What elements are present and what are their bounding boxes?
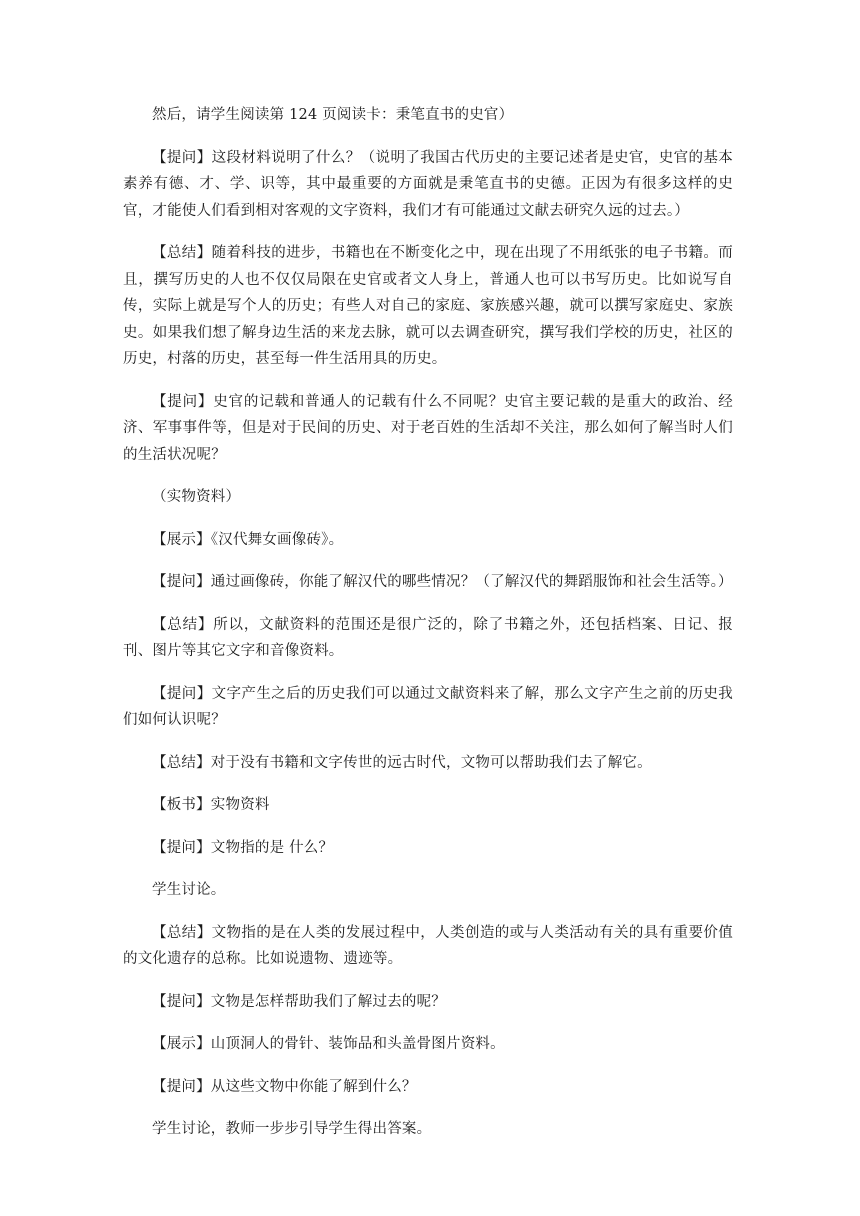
- paragraph-summary-definition: 【总结】文物指的是在人类的发展过程中，人类创造的或与人类活动有关的具有重要价值的文化遗存的总称。比如说遗物、遗迹等。: [123, 924, 733, 967]
- paragraph-show-brick: 【展示】《汉代舞女画像砖》。: [152, 531, 344, 548]
- paragraph-summary-relics: 【总结】对于没有书籍和文字传世的远古时代，文物可以帮助我们去了解它。: [152, 754, 652, 771]
- paragraph-reading-card: 然后，请学生阅读第 124 页阅读卡：秉笔直书的史官）: [152, 107, 514, 123]
- document-body: [123, 102, 733, 1143]
- paragraph-question-brick: 【提问】通过画像砖，你能了解汉代的哪些情况？（了解汉代的舞蹈服饰和社会生活等。）: [152, 574, 733, 590]
- paragraph-student-discussion: 学生讨论。: [152, 882, 226, 898]
- paragraph-question-how: 【提问】文物是怎样帮助我们了解过去的呢？: [152, 993, 446, 1010]
- paragraph-question-relics: 【提问】文物指的是 什么？: [152, 839, 334, 856]
- paragraph-show-shandingdong: 【展示】山顶洞人的骨针、装饰品和头盖骨图片资料。: [152, 1036, 505, 1052]
- paragraph-summary-documents: 【总结】所以，文献资料的范围还是很广泛的，除了书籍之外，还包括档案、日记、报刊、图片等其它文字和音像资料。: [123, 616, 733, 659]
- paragraph-question-material: 【提问】这段材料说明了什么？（说明了我国古代历史的主要记述者是史官，史官的基本素养有德、才、学、识等，其中最重要的方面就是秉笔直书的史德。正因为有很多这样的史官，才能使人们看到相对客观的文字资料，我们才有可能通过文献去研究久远的过去。）: [123, 149, 733, 219]
- paragraph-question-prehistory: 【提问】文字产生之后的历史我们可以通过文献资料来了解，那么文字产生之前的历史我们如何认识呢？: [123, 685, 733, 728]
- paragraph-physical-materials: （实物资料）: [152, 489, 241, 505]
- paragraph-guided-discussion: 学生讨论，教师一步步引导学生得出答案。: [152, 1121, 432, 1137]
- paragraph-summary-technology: 【总结】随着科技的进步，书籍也在不断变化之中，现在出现了不用纸张的电子书籍。而且，撰写历史的人也不仅仅局限在史官或者文人身上，普通人也可以书写历史。比如说写自传，实际上就是写个人的历史；有些人对自己的家庭、家族感兴趣，就可以撰写家庭史、家族史。如果我们想了解身边生活的来龙去脉，就可以去调查研究，撰写我们学校的历史，社区的历史，村落的历史，甚至每一件生活用具的历史。: [123, 245, 733, 367]
- paragraph-blackboard: 【板书】实物资料: [152, 797, 270, 813]
- paragraph-question-historians: 【提问】史官的记载和普通人的记载有什么不同呢？史官主要记载的是重大的政治、经济、军事事件等，但是对于民间的历史、对于老百姓的生活却不关注，那么如何了解当时人们的生活状况呢？: [123, 393, 733, 463]
- paragraph-question-learn: 【提问】从这些文物中你能了解到什么？: [152, 1078, 417, 1095]
